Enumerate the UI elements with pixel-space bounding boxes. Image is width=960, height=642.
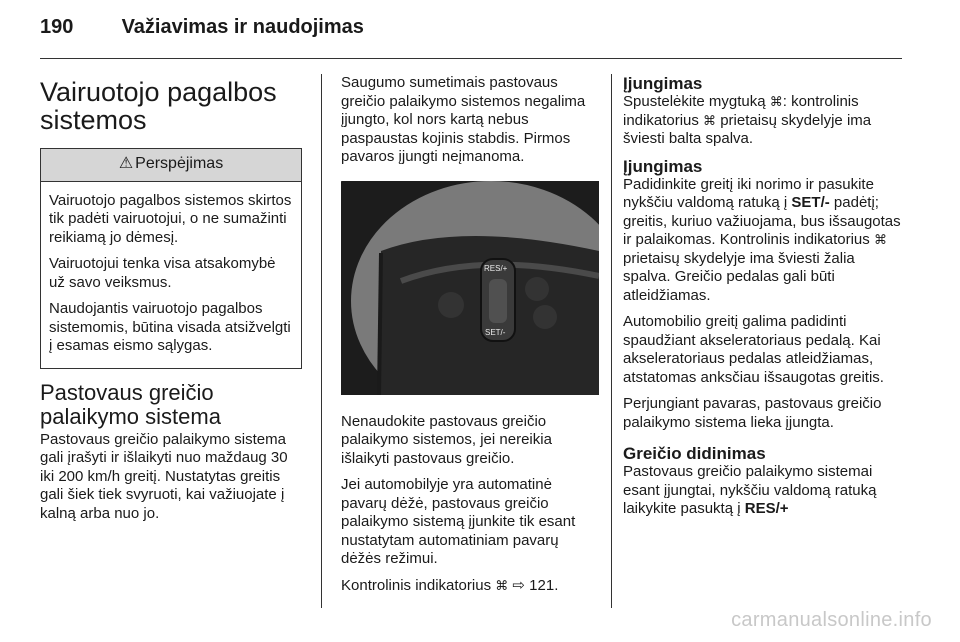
- reference-arrow-icon: ⇨: [512, 576, 525, 594]
- column-2: [341, 74, 599, 603]
- activation-paragraph: Padidinkite greitį iki norimo ir pasukite nykščiu valdomą ratuką į SET/- padėtį; greitis, kuriuo važiuojama, bus išsaugotas ir palaikomas. Kontrolinis indikatorius ⌘ prietaisų skydelyje ima šviesti žalia spalva. Greičio pedalas gali būti atleidžiamas.: [623, 175, 901, 304]
- accelerator-paragraph: Automobilio greitį galima padidinti spaudžiant akseleratoriaus pedalą. Kai akseleratoriaus pedalas atleidžiamas, atstatomas anksčiau išsaugotas greitis.: [623, 313, 884, 386]
- subsection-title-activation: Įjungimas: [623, 156, 703, 176]
- cruise-control-icon: ⌘: [769, 94, 783, 109]
- chapter-title: Važiavimas ir naudojimas: [121, 16, 364, 38]
- usage-paragraph: Nenaudokite pastovaus greičio palaikymo sistemos, jei nereikia išlaikyti pastovaus greičio.: [341, 412, 552, 467]
- column-1: [40, 74, 302, 531]
- subsection-title-increase-speed: Greičio didinimas: [623, 444, 766, 463]
- column-divider-2: [611, 74, 612, 608]
- column-3: [623, 74, 903, 527]
- steering-wheel-controls-image: [341, 181, 599, 395]
- page-header: [40, 16, 364, 39]
- safety-paragraph: Saugumo sumetimais pastovaus greičio palaikymo sistemos negalima įjungto, kol nors kartą nebus paspaustas kojinis stabdis. Pirmos pavaros įjungti neįmanoma.: [341, 74, 586, 165]
- cruise-control-icon: ⌘: [703, 112, 717, 128]
- warning-paragraph: Vairuotojo pagalbos sistemos skirtos tik padėti vairuotojui, o ne sumažinti reikiamą jo dėmesį.: [49, 191, 292, 246]
- warning-label: Perspėjimas: [135, 155, 224, 172]
- warning-paragraph: Naudojantis vairuotojo pagalbos sistemomis, būtina visada atsižvelgti į esamas eismo sąlygas.: [49, 300, 291, 354]
- subsection-title-switch-on: Įjungimas: [623, 74, 703, 93]
- gear-change-paragraph: Perjungiant pavaras, pastovaus greičio palaikymo sistema lieka įjungta.: [623, 395, 882, 431]
- set-label: SET/-: [485, 327, 506, 337]
- indicator-reference: Kontrolinis indikatorius ⌘ ⇨ 121.: [341, 576, 559, 594]
- column-divider-1: [321, 74, 322, 608]
- automatic-gearbox-paragraph: Jei automobilyje yra automatinė pavarų dėžė, pastovaus greičio palaikymo sistemą įjunkite tik esant nustatytam automatiniam pavarų dėžės režimui.: [341, 476, 576, 567]
- warning-body: [41, 182, 301, 368]
- warning-box: [40, 148, 302, 369]
- switch-on-paragraph: Spustelėkite mygtuką ⌘: kontrolinis indikatorius ⌘ prietaisų skydelyje ima šviesti balta spalva.: [623, 93, 872, 147]
- cruise-control-icon: ⌘: [495, 577, 509, 593]
- warning-paragraph: Vairuotojui tenka visa atsakomybė už savo veiksmus.: [49, 255, 276, 291]
- warning-header: [41, 149, 301, 182]
- watermark: carmanualsonline.info: [731, 609, 932, 631]
- section-title-cruise-control: Pastovaus greičio palaikymo sistema: [40, 379, 221, 429]
- warning-triangle-icon: ⚠: [118, 155, 134, 172]
- header-rule: [40, 58, 902, 59]
- page-number: 190: [40, 16, 74, 38]
- cruise-control-icon: ⌘: [873, 232, 887, 247]
- increase-speed-paragraph: Pastovaus greičio palaikymo sistemai esant įjungtai, nykščiu valdomą ratuką laikykite pasuktą į RES/+: [623, 463, 877, 517]
- res-label: RES/+: [484, 263, 508, 273]
- cruise-control-description: Pastovaus greičio palaikymo sistema gali įrašyti ir išlaikyti nuo maždaug 30 iki 200 km/h greitį. Nustatytas greitis gali šiek tiek svyruoti, kai važiuojate į kalną arba nuo jo.: [40, 430, 288, 522]
- section-title-driver-assistance: Vairuotojo pagalbos sistemos: [40, 77, 277, 135]
